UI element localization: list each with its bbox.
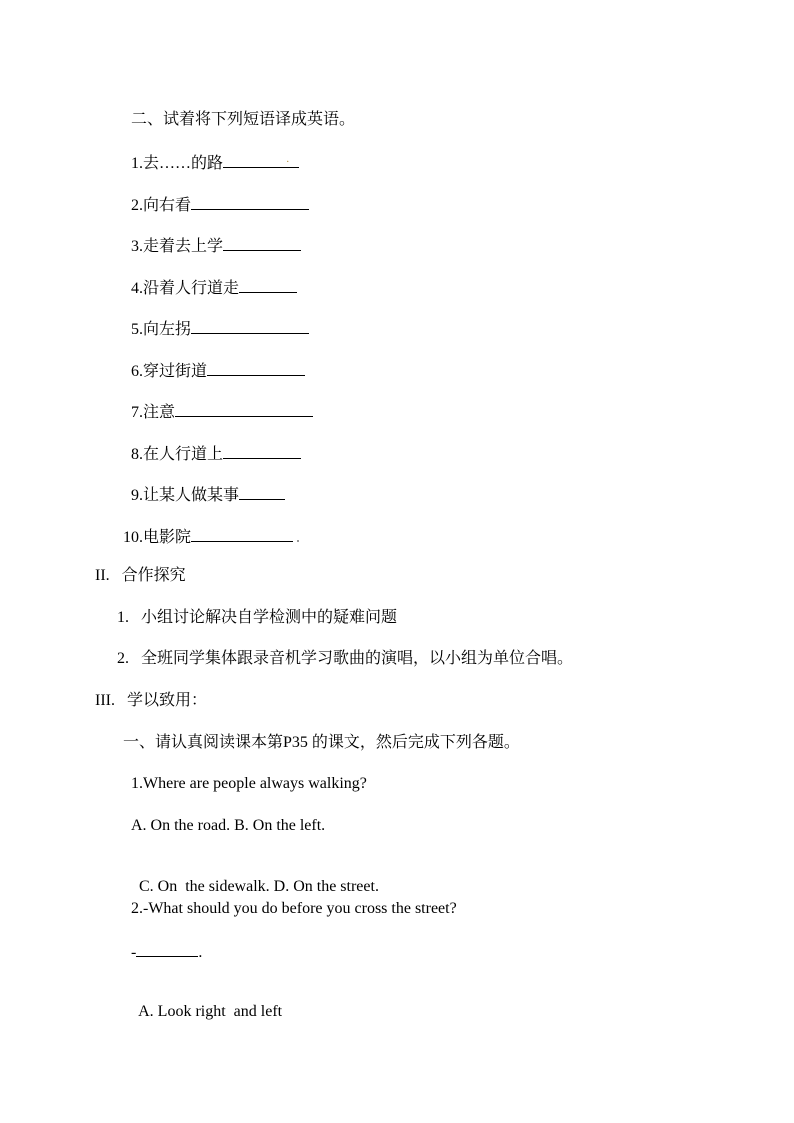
part-iii-title: 学以致用：	[126, 692, 207, 709]
phrase-number: 5.	[131, 321, 143, 338]
dot-mark: .	[286, 154, 290, 165]
phrase-text: 向右看	[143, 197, 192, 214]
phrase-number: 1.	[131, 155, 143, 172]
phrase-text: 沿着人行道走	[143, 280, 240, 297]
part-ii-label: II.	[95, 567, 110, 584]
item-text: 全班同学集体跟录音机学习歌曲的演唱，以小组为单位合唱。	[141, 650, 574, 667]
phrase-item-3	[131, 234, 301, 257]
answer-blank[interactable]	[223, 442, 301, 459]
answer-suffix: .	[198, 944, 203, 961]
part-ii-title: 合作探究	[121, 567, 186, 584]
options-text: C. On the sidewalk. D. On the street.	[139, 878, 379, 895]
answer-blank[interactable]	[136, 940, 198, 957]
part-iii-label: III.	[95, 692, 115, 709]
section-two-heading	[131, 110, 355, 130]
phrase-item-4	[131, 276, 297, 299]
answer-blank[interactable]	[191, 193, 309, 210]
answer-blank[interactable]	[223, 234, 301, 251]
phrase-item-7	[131, 400, 313, 423]
phrase-number: 6.	[131, 363, 143, 380]
phrase-number: 7.	[131, 404, 143, 421]
question-text: 2.-What should you do before you cross the street?	[131, 900, 457, 917]
instruction-text: 一、请认真阅读课本第P35 的课文，然后完成下列各题。	[123, 734, 520, 751]
question-2-option-a	[131, 982, 282, 1022]
phrase-item-5	[131, 317, 309, 340]
phrase-number: 8.	[131, 446, 143, 463]
option-text: A. Look right and left	[138, 1003, 283, 1020]
section-two-heading-text: 二、试着将下列短语译成英语。	[131, 111, 356, 128]
phrase-text: 在人行道上	[143, 446, 224, 463]
phrase-text: 让某人做某事	[143, 487, 240, 504]
part-iii-heading	[95, 691, 207, 711]
phrase-text: 电影院	[143, 529, 192, 546]
question-2-answer	[131, 940, 202, 963]
phrase-text: 穿过街道	[143, 363, 208, 380]
phrase-number: 4.	[131, 280, 143, 297]
question-1-options-c-d	[131, 857, 379, 897]
answer-blank[interactable]	[191, 525, 293, 542]
answer-blank[interactable]	[223, 151, 299, 168]
phrase-item-10	[123, 525, 299, 548]
phrase-number: 10.	[123, 529, 143, 546]
phrase-item-6	[131, 359, 305, 382]
item-number: 1.	[117, 609, 129, 626]
question-2	[131, 899, 457, 919]
phrase-item-1	[131, 151, 299, 174]
phrase-number: 2.	[131, 197, 143, 214]
tick-mark	[297, 540, 299, 542]
answer-blank[interactable]	[239, 276, 297, 293]
answer-blank[interactable]	[239, 483, 285, 500]
phrase-text: 注意	[143, 404, 176, 421]
phrase-text: 去……的路	[143, 155, 224, 172]
phrase-text: 向左拐	[143, 321, 192, 338]
phrase-number: 3.	[131, 238, 143, 255]
answer-prefix: -	[131, 944, 137, 961]
item-text: 小组讨论解决自学检测中的疑难问题	[141, 609, 398, 626]
phrase-item-2	[131, 193, 309, 216]
item-number: 2.	[117, 650, 129, 667]
question-1	[131, 774, 367, 794]
phrase-item-9	[131, 483, 285, 506]
phrase-text: 走着去上学	[143, 238, 224, 255]
question-text: 1.Where are people always walking?	[131, 775, 367, 792]
options-text: A. On the road. B. On the left.	[131, 817, 326, 834]
part-ii-heading	[95, 566, 186, 586]
question-1-options-a-b	[131, 816, 325, 836]
answer-blank[interactable]	[175, 400, 313, 417]
phrase-number: 9.	[131, 487, 143, 504]
part-ii-item-1	[117, 608, 397, 628]
phrase-item-8	[131, 442, 301, 465]
part-iii-instruction	[123, 733, 520, 753]
answer-blank[interactable]	[207, 359, 305, 376]
part-ii-item-2	[117, 649, 573, 669]
answer-blank[interactable]	[191, 317, 309, 334]
